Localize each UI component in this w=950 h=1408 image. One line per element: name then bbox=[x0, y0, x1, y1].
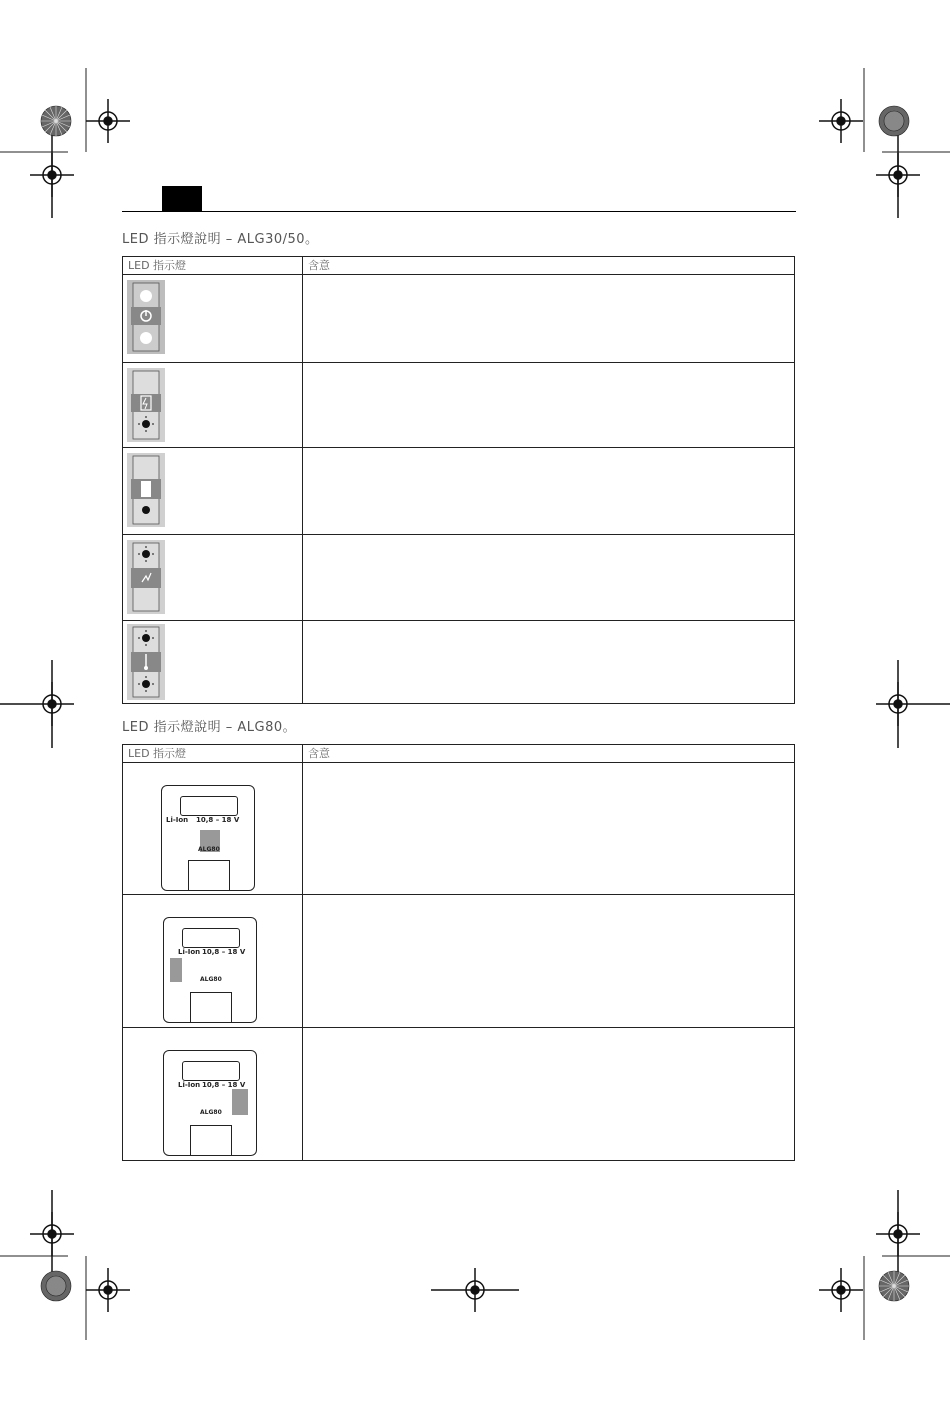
table-row bbox=[123, 363, 795, 448]
header-meaning: 含意 bbox=[303, 745, 795, 763]
meaning-cell bbox=[303, 621, 795, 704]
liion-label: Li-Ion bbox=[178, 948, 201, 956]
header-meaning: 含意 bbox=[303, 257, 795, 275]
model-label: ALG80 bbox=[200, 976, 222, 983]
charger-slot bbox=[188, 860, 230, 891]
meaning-cell bbox=[303, 535, 795, 621]
alg80-panel bbox=[163, 1050, 257, 1156]
battery-icon bbox=[127, 453, 167, 531]
thermometer-icon bbox=[127, 624, 167, 702]
meaning-cell bbox=[303, 448, 795, 535]
battery-pack-icon bbox=[232, 1089, 248, 1115]
alg80-temperature bbox=[123, 895, 303, 1028]
charger-slot bbox=[190, 992, 232, 1023]
battery-level-bar bbox=[180, 796, 238, 816]
table-row bbox=[123, 895, 795, 1028]
meaning-cell bbox=[303, 275, 795, 363]
voltage-label: 10,8 – 18 V bbox=[202, 948, 246, 956]
voltage-label: 10,8 – 18 V bbox=[202, 1081, 246, 1089]
voltage-label: 10,8 – 18 V bbox=[196, 816, 240, 824]
header-tab bbox=[162, 186, 202, 211]
charge-bolt-icon bbox=[127, 368, 167, 446]
header-rule bbox=[122, 211, 796, 212]
table-row bbox=[123, 535, 795, 621]
led-indicator-power bbox=[123, 275, 303, 363]
power-icon bbox=[127, 280, 167, 358]
meaning-cell bbox=[303, 363, 795, 448]
alg80-battery-pack bbox=[123, 1028, 303, 1161]
led-indicator-error bbox=[123, 535, 303, 621]
table-row bbox=[123, 448, 795, 535]
table-row bbox=[123, 275, 795, 363]
alg80-panel bbox=[161, 785, 255, 891]
section-title-alg30-50: LED 指示燈說明 – ALG30/50。 bbox=[122, 232, 319, 247]
battery-level-bar bbox=[182, 928, 240, 948]
table-row bbox=[123, 621, 795, 704]
battery-level-bar bbox=[182, 1061, 240, 1081]
led-table-alg80 bbox=[122, 744, 795, 1161]
model-label: ALG80 bbox=[198, 846, 220, 853]
model-label: ALG80 bbox=[200, 1109, 222, 1116]
liion-label: Li-Ion bbox=[178, 1081, 201, 1089]
meaning-cell bbox=[303, 763, 795, 895]
table-header-row bbox=[123, 745, 795, 763]
led-indicator-charging bbox=[123, 363, 303, 448]
table-row bbox=[123, 1028, 795, 1161]
liion-label: Li-Ion bbox=[166, 816, 189, 824]
section-title-alg80: LED 指示燈說明 – ALG80。 bbox=[122, 720, 297, 735]
sun-icon bbox=[127, 540, 167, 618]
header-led: LED 指示燈 bbox=[123, 745, 303, 763]
table-row bbox=[123, 763, 795, 895]
alg80-panel bbox=[163, 917, 257, 1023]
led-table-alg30-50 bbox=[122, 256, 795, 704]
charger-slot bbox=[190, 1125, 232, 1156]
thermometer-icon bbox=[170, 958, 182, 982]
meaning-cell bbox=[303, 1028, 795, 1161]
led-indicator-full bbox=[123, 448, 303, 535]
table-header-row bbox=[123, 257, 795, 275]
header-led: LED 指示燈 bbox=[123, 257, 303, 275]
meaning-cell bbox=[303, 895, 795, 1028]
led-indicator-temperature bbox=[123, 621, 303, 704]
alg80-power bbox=[123, 763, 303, 895]
